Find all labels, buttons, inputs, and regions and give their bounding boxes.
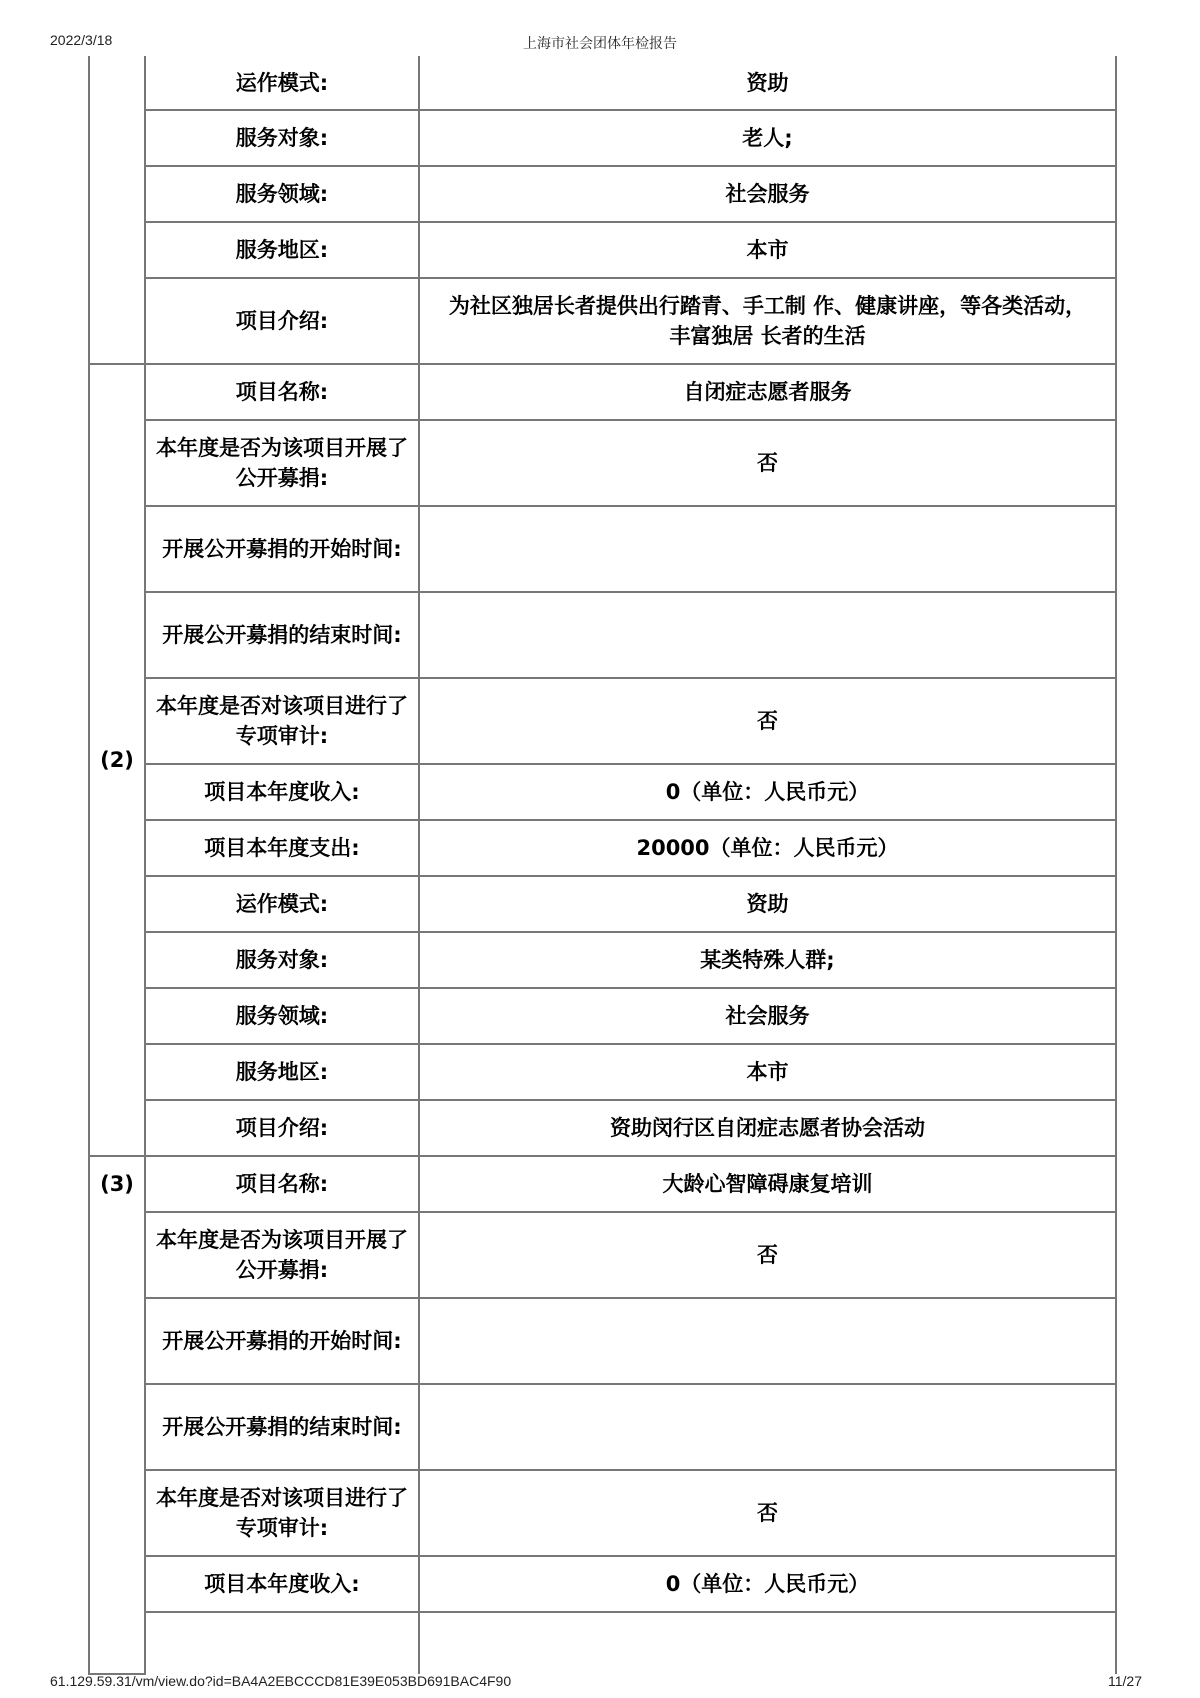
table-row [89, 764, 1116, 820]
row-value: 0（单位：人民币元） [419, 764, 1116, 820]
row-label: 服务领域: [145, 166, 419, 222]
print-header-title: 上海市社会团体年检报告 [523, 35, 677, 51]
row-label: 项目名称: [145, 364, 419, 420]
row-value: 资助 [419, 876, 1116, 932]
row-label: 运作模式: [145, 876, 419, 932]
row-label: 服务对象: [145, 932, 419, 988]
table-row [89, 876, 1116, 932]
row-label: 服务对象: [145, 110, 419, 166]
table-row [89, 1156, 1116, 1212]
table-row [89, 1470, 1116, 1556]
table-row [89, 278, 1116, 364]
row-label [145, 1612, 419, 1674]
table-row [89, 420, 1116, 506]
table-row [89, 1044, 1116, 1100]
table-row [89, 932, 1116, 988]
table-row [89, 506, 1116, 592]
row-label: 开展公开募捐的结束时间: [145, 1384, 419, 1470]
row-value [419, 592, 1116, 678]
table-row [89, 166, 1116, 222]
table-row [89, 988, 1116, 1044]
project-table [88, 56, 1117, 1675]
row-label: 运作模式: [145, 56, 419, 110]
row-label: 开展公开募捐的开始时间: [145, 1298, 419, 1384]
row-value: 社会服务 [419, 988, 1116, 1044]
footer-url: 61.129.59.31/vm/view.do?id=BA4A2EBCCCD81E39E053BD691BAC4F90 [50, 1673, 512, 1689]
row-value: 本市 [419, 222, 1116, 278]
row-label: 开展公开募捐的结束时间: [145, 592, 419, 678]
row-label: 项目名称: [145, 1156, 419, 1212]
project-index: (3) [89, 1156, 145, 1674]
row-label: 服务领域: [145, 988, 419, 1044]
table-row [89, 1212, 1116, 1298]
table-row [89, 1556, 1116, 1612]
row-value [419, 506, 1116, 592]
table-row [89, 820, 1116, 876]
row-value: 0（单位：人民币元） [419, 1556, 1116, 1612]
row-label: 本年度是否对该项目进行了专项审计: [145, 1470, 419, 1556]
row-value: 社会服务 [419, 166, 1116, 222]
row-value: 否 [419, 1470, 1116, 1556]
project-index: (2) [89, 364, 145, 1156]
row-value [419, 1384, 1116, 1470]
row-label: 项目本年度支出: [145, 820, 419, 876]
row-value: 大龄心智障碍康复培训 [419, 1156, 1116, 1212]
row-value: 某类特殊人群; [419, 932, 1116, 988]
table-row [89, 1384, 1116, 1470]
row-label: 项目介绍: [145, 1100, 419, 1156]
row-label: 项目介绍: [145, 278, 419, 364]
table-row [89, 364, 1116, 420]
row-value [419, 1612, 1116, 1674]
row-label: 本年度是否对该项目进行了专项审计: [145, 678, 419, 764]
row-value: 老人; [419, 110, 1116, 166]
row-value: 20000（单位：人民币元） [419, 820, 1116, 876]
table-row [89, 1612, 1116, 1674]
row-label: 服务地区: [145, 1044, 419, 1100]
page-number: 11/27 [1108, 1673, 1142, 1689]
row-label: 开展公开募捐的开始时间: [145, 506, 419, 592]
row-value: 资助闵行区自闭症志愿者协会活动 [419, 1100, 1116, 1156]
row-value: 否 [419, 678, 1116, 764]
table-row [89, 110, 1116, 166]
table-row [89, 222, 1116, 278]
project-index-cell [89, 56, 145, 364]
row-label: 本年度是否为该项目开展了公开募捐: [145, 1212, 419, 1298]
print-date: 2022/3/18 [50, 32, 113, 48]
row-value: 为社区独居长者提供出行踏青、手工制 作、健康讲座，等各类活动，丰富独居 长者的生活 [419, 278, 1116, 364]
row-value: 否 [419, 420, 1116, 506]
row-label: 项目本年度收入: [145, 764, 419, 820]
row-label: 本年度是否为该项目开展了公开募捐: [145, 420, 419, 506]
row-value: 否 [419, 1212, 1116, 1298]
row-label: 服务地区: [145, 222, 419, 278]
table-row [89, 1100, 1116, 1156]
row-value: 自闭症志愿者服务 [419, 364, 1116, 420]
table-row [89, 678, 1116, 764]
row-label: 项目本年度收入: [145, 1556, 419, 1612]
row-value [419, 1298, 1116, 1384]
row-value: 资助 [419, 56, 1116, 110]
table-row [89, 56, 1116, 110]
row-value: 本市 [419, 1044, 1116, 1100]
table-row [89, 592, 1116, 678]
table-row [89, 1298, 1116, 1384]
